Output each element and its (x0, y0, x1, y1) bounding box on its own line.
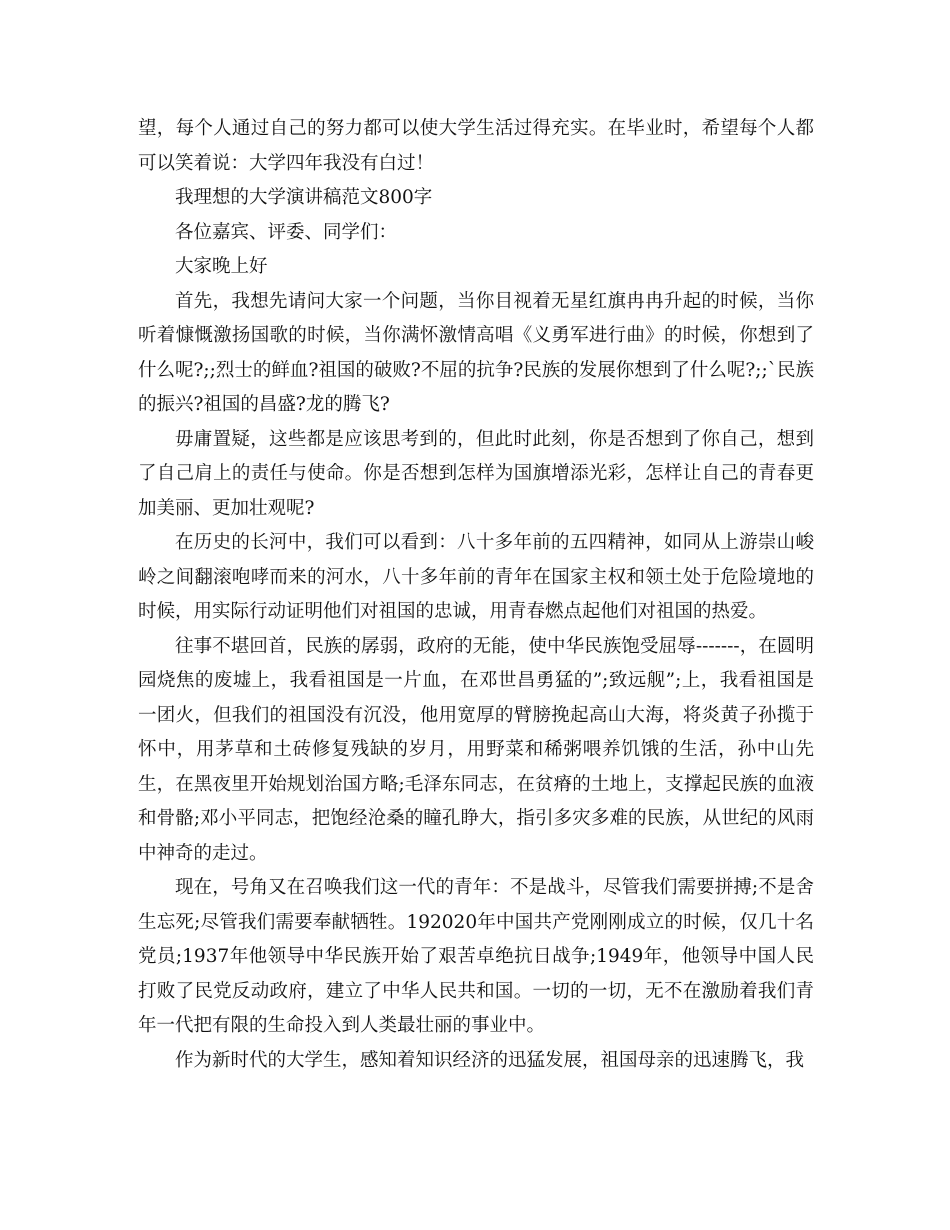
paragraph: 往事不堪回首，民族的孱弱，政府的无能，使中华民族饱受屈辱-------，在圆明园烧焦的废墟上，我看祖国是一片血，在邓世昌勇猛的”;致远舰”;上，我看祖国是一团火，但我们的祖国没有沉没，他用宽厚的臂膀挽起高山大海，将炎黄子孙揽于怀中，用茅草和土砖修复残缺的岁月，用野菜和稀粥喂养饥饿的生活，孙中山先生，在黑夜里开始规划治国方略;毛泽东同志，在贫瘠的土地上，支撑起民族的血液和骨骼;邓小平同志，把饱经沧桑的瞳孔睁大，指引多灾多难的民族，从世纪的风雨中神奇的走过。 (138, 635, 814, 864)
paragraph: 在历史的长河中，我们可以看到：八十多年前的五四精神，如同从上游崇山峻岭之间翻滚咆哮而来的河水，八十多年前的青年在国家主权和领土处于危险境地的时候，用实际行动证明他们对祖国的忠诚，用青春燃点起他们对祖国的热爱。 (138, 532, 814, 622)
greeting: 大家晚上好 (175, 256, 268, 277)
salutation: 各位嘉宾、评委、同学们： (175, 221, 398, 243)
paragraph: 毋庸置疑，这些都是应该思考到的，但此时此刻，你是否想到了你自己，想到了自己肩上的责任与使命。你是否想到怎样为国旗增添光彩，怎样让自己的青春更加美丽、更加壮观呢? (138, 428, 814, 519)
paragraph: 现在，号角又在召唤我们这一代的青年：不是战斗，尽管我们需要拼搏;不是舍生忘死;尽管我们需要奉献牺牲。192020年中国共产党刚刚成立的时候，仅几十名党员;1937年他领导中华民族开始了艰苦卓绝抗日战争;1949年，他领导中国人民打败了民党反动政府，建立了中华人民共和国。一切的一切，无不在激励着我们青年一代把有限的生命投入到人类最壮丽的事业中。 (138, 877, 814, 1036)
paragraph: 首先，我想先请问大家一个问题，当你目视着无星红旗冉冉升起的时候，当你听着慷慨激扬国歌的时候，当你满怀激情高唱《义勇军进行曲》的时候，你想到了什么呢?;;烈士的鲜血?祖国的破败?不屈的抗争?民族的发展你想到了什么呢?;;`民族的振兴?祖国的昌盛?龙的腾飞? (138, 290, 814, 415)
document-body (138, 112, 814, 1078)
paragraph: 作为新时代的大学生，感知着知识经济的迅猛发展，祖国母亲的迅速腾飞，我 (175, 1049, 805, 1071)
speech-title: 我理想的大学演讲稿范文800字 (175, 187, 433, 208)
paragraph-continuation: 望，每个人通过自己的努力都可以使大学生活过得充实。在毕业时，希望每个人都可以笑着说：大学四年我没有白过！ (138, 118, 814, 174)
